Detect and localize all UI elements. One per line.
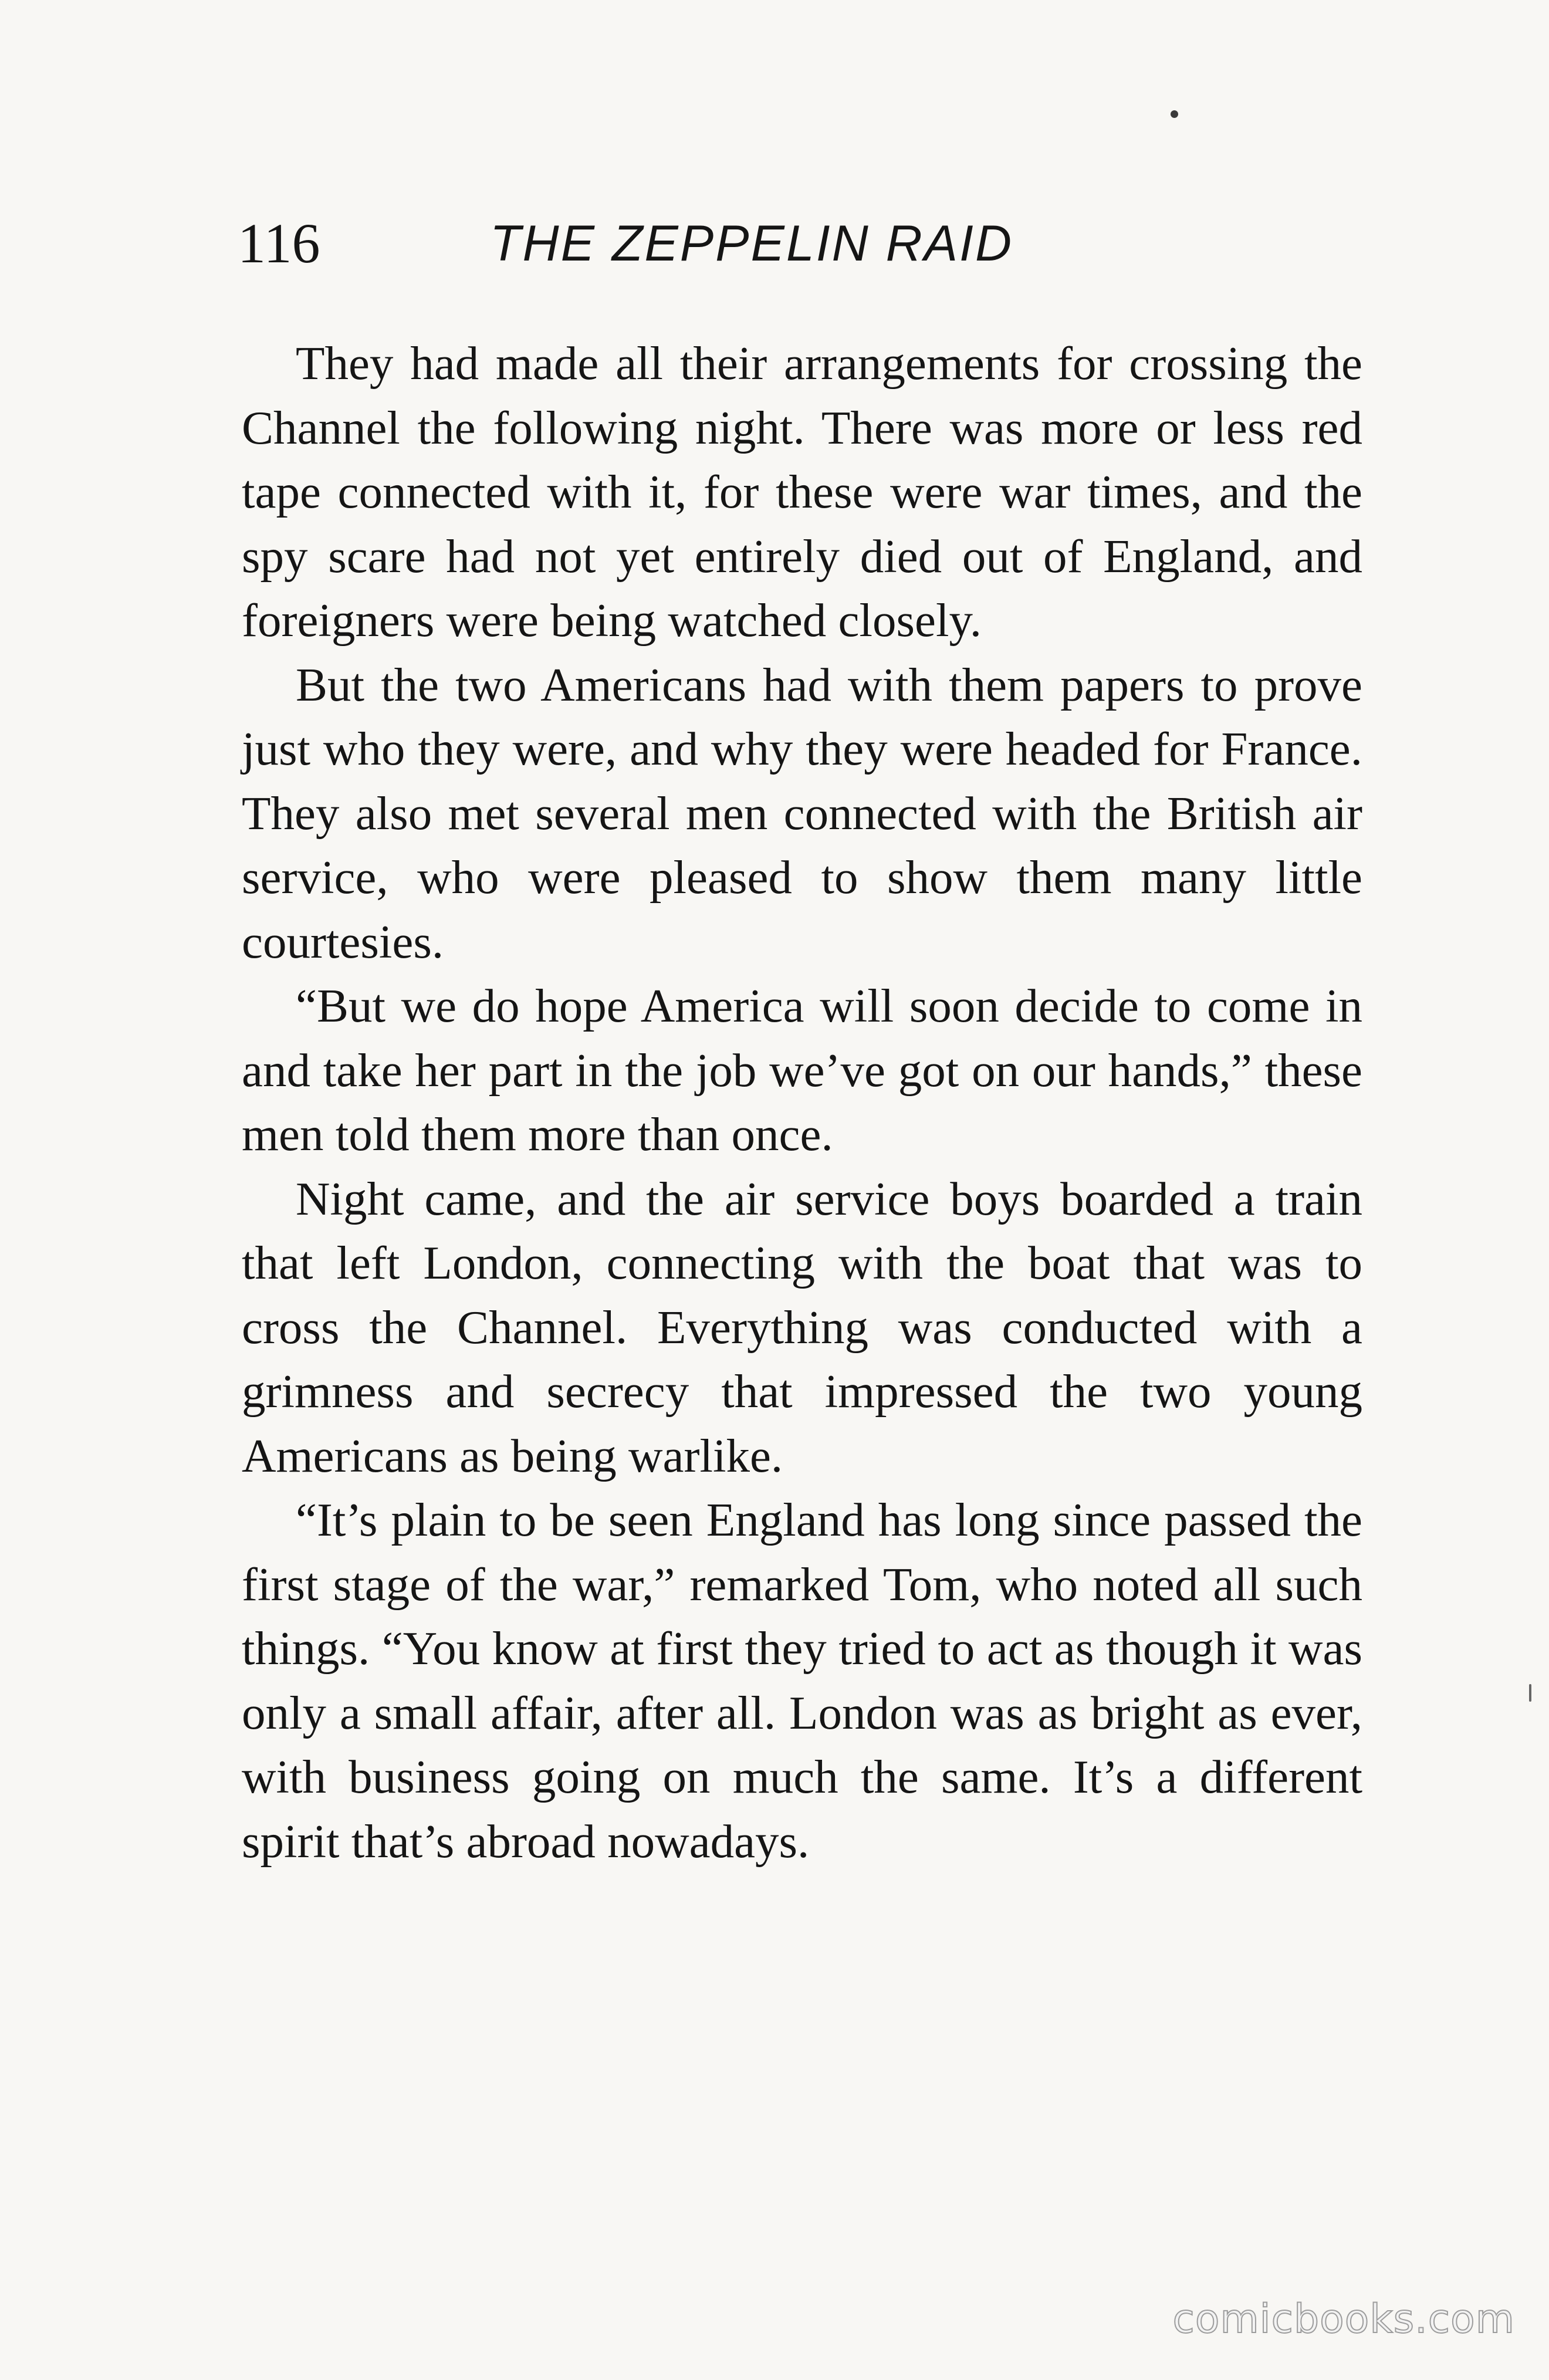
scan-speck bbox=[1529, 1684, 1531, 1702]
scan-speck bbox=[1171, 110, 1178, 118]
body-text bbox=[242, 332, 1362, 1874]
paragraph: Night came, and the air service boys boarded a train that left London, connecting with the boat that was to cross the Channel. Everything was conducted with a grimness and secrecy that impressed the two young Americans as being warlike. bbox=[242, 1172, 1362, 1482]
page-header bbox=[238, 211, 1364, 276]
watermark: comicbooks.com bbox=[1172, 2296, 1515, 2342]
running-head: THE ZEPPELIN RAID bbox=[490, 215, 1014, 272]
page-number: 116 bbox=[238, 212, 320, 275]
paragraph: They had made all their arrangements for crossing the Channel the following night. There was more or less red tape connected with it, for these were war times, and the spy scare had not yet entirely died out of England, and foreigners were being watched closely. bbox=[242, 337, 1362, 647]
paragraph: “It’s plain to be seen England has long since passed the first stage of the war,” remarked Tom, who noted all such things. “You know at first they tried to act as though it was only a small affair, after all. London was as bright as ever, with business going on much the same. It’s a different spirit that’s abroad nowadays. bbox=[242, 1493, 1362, 1868]
paragraph: “But we do hope America will soon decide to come in and take her part in the job we’ve got on our hands,” these men told them more than once. bbox=[242, 979, 1362, 1161]
paragraph: But the two Americans had with them papers to prove just who they were, and why they were headed for France. They also met several men connected with the British air service, who were pleased to show them many little courtesies. bbox=[242, 658, 1362, 968]
